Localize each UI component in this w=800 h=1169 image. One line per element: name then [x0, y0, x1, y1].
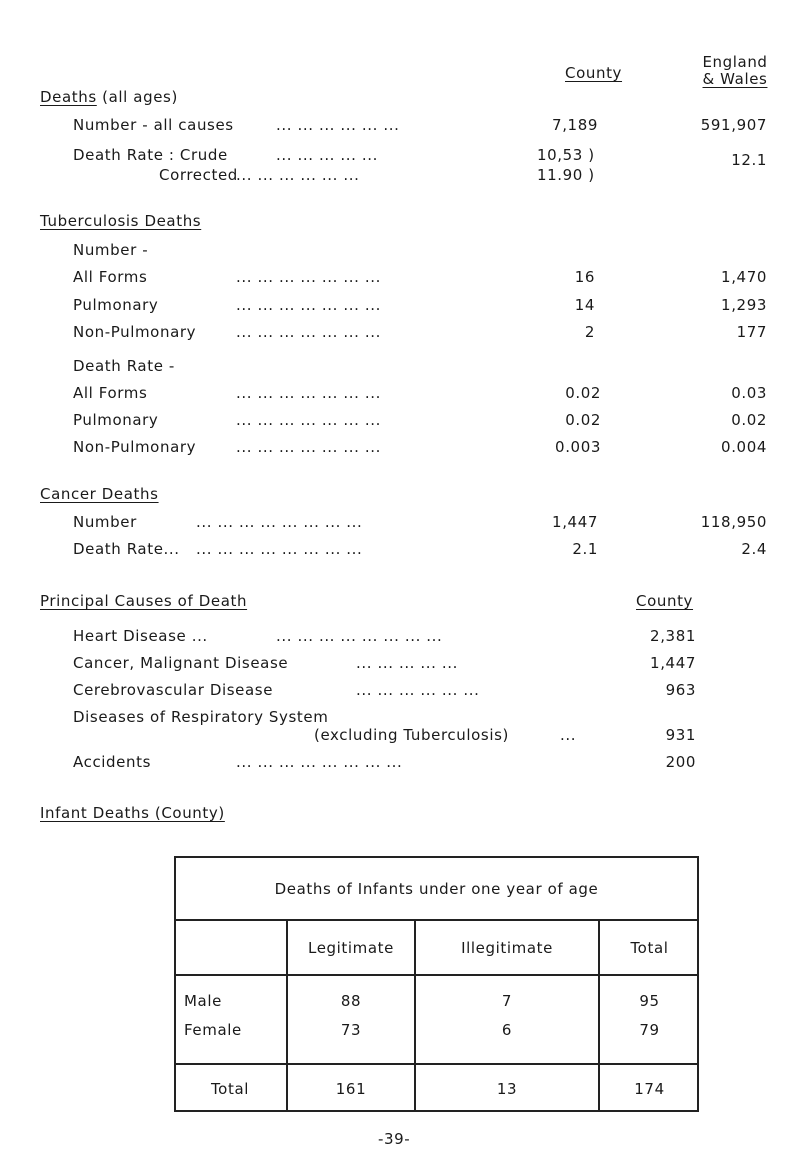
cancer-title: Cancer Deaths: [40, 485, 159, 503]
principal-value: 2,381: [650, 627, 696, 645]
cancer-row-label: Number: [73, 513, 137, 531]
tb-rate-row-label: All Forms: [73, 384, 148, 402]
tb-rate-row-label: Non-Pulmonary: [73, 438, 197, 456]
principal-row-label: Heart Disease ...: [73, 627, 208, 645]
deaths-title: Deaths (all ages): [40, 88, 178, 106]
tb-rate-label: Death Rate -: [73, 357, 175, 375]
cancer-county-value: 1,447: [552, 513, 598, 531]
table-rule: [174, 1063, 699, 1065]
cancer-ew-value: 2.4: [741, 540, 767, 558]
page-number: -39-: [378, 1130, 411, 1148]
tb-rate-row-label: Pulmonary: [73, 411, 159, 429]
deaths-row-label: Death Rate : Crude: [73, 146, 228, 164]
table-cell: 73: [340, 1021, 362, 1039]
principal-row-label: Cancer, Malignant Disease: [73, 654, 289, 672]
tb-county-value: 14: [574, 296, 595, 314]
deaths-county-value: 7,189: [552, 116, 598, 134]
deaths-row-label: Number - all causes: [73, 116, 234, 134]
principal-value: 200: [665, 753, 696, 771]
tb-rate-county-value: 0.003: [555, 438, 601, 456]
principal-row-sublabel: (excluding Tuberculosis): [314, 726, 509, 744]
dot-leader: ... ... ... ... ... ... ...: [236, 384, 381, 402]
table-cell: 174: [634, 1080, 665, 1098]
tb-rate-county-value: 0.02: [565, 411, 601, 429]
table-rule: [174, 919, 699, 921]
principal-value: 1,447: [650, 654, 696, 672]
principal-county-header: County: [636, 592, 694, 610]
dot-leader: ... ... ... ... ... ... ...: [236, 438, 381, 456]
tb-ew-value: 1,293: [721, 296, 767, 314]
principal-row-label: Cerebrovascular Disease: [73, 681, 274, 699]
dot-leader: ... ... ... ... ... ... ...: [236, 296, 381, 314]
dot-leader: ... ... ... ... ... ... ... ...: [196, 540, 363, 558]
column-header-illegitimate: Illegitimate: [461, 939, 553, 957]
tb-rate-ew-value: 0.03: [731, 384, 767, 402]
dot-leader: ... ... ... ... ... ... ...: [236, 411, 381, 429]
column-header-total: Total: [630, 939, 669, 957]
principal-row-label: Accidents: [73, 753, 152, 771]
table-cell: 7: [501, 992, 513, 1010]
tb-rate-ew-value: 0.02: [731, 411, 767, 429]
deaths-county-value: 11.90 ): [537, 166, 595, 184]
dot-leader: ... ... ... ... ...: [356, 654, 458, 672]
principal-title: Principal Causes of Death: [40, 592, 248, 610]
principal-value: 963: [665, 681, 696, 699]
table-cell: 161: [335, 1080, 367, 1098]
infant-title: Infant Deaths (County): [40, 804, 225, 822]
infant-table-title: Deaths of Infants under one year of age: [274, 880, 599, 898]
dot-leader: ... ... ... ... ... ... ... ...: [276, 627, 443, 645]
principal-value: 931: [665, 726, 696, 744]
dot-leader: ...: [560, 726, 577, 744]
dot-leader: ... ... ... ... ... ...: [276, 116, 400, 134]
table-cell: 79: [639, 1021, 660, 1039]
dot-leader: ... ... ... ... ... ... ... ...: [236, 753, 403, 771]
row-label-female: Female: [184, 1021, 242, 1039]
column-header-legitimate: Legitimate: [308, 939, 394, 957]
tb-rate-ew-value: 0.004: [721, 438, 767, 456]
principal-row-label: Diseases of Respiratory System: [73, 708, 329, 726]
cancer-ew-value: 118,950: [700, 513, 767, 531]
tb-number-label: Number -: [73, 241, 149, 259]
deaths-row-label: Corrected: [159, 166, 238, 184]
tb-county-value: 2: [584, 323, 595, 341]
tb-row-label: Non-Pulmonary: [73, 323, 197, 341]
deaths-ew-value: 591,907: [700, 116, 767, 134]
tb-county-value: 16: [574, 268, 595, 286]
ew-header-line2: & Wales: [702, 70, 768, 88]
dot-leader: ... ... ... ... ... ... ... ...: [196, 513, 363, 531]
dot-leader: ... ... ... ... ... ...: [236, 166, 360, 184]
dot-leader: ... ... ... ... ...: [276, 146, 378, 164]
tb-ew-value: 1,470: [721, 268, 767, 286]
table-cell: 95: [639, 992, 660, 1010]
dot-leader: ... ... ... ... ... ... ...: [236, 323, 381, 341]
row-label-male: Male: [184, 992, 222, 1010]
cancer-row-label: Death Rate...: [73, 540, 180, 558]
tb-row-label: Pulmonary: [73, 296, 159, 314]
table-cell: 6: [501, 1021, 513, 1039]
deaths-rate-ew-value: 12.1: [731, 151, 767, 169]
table-cell: 88: [340, 992, 362, 1010]
table-cell: 13: [496, 1080, 518, 1098]
dot-leader: ... ... ... ... ... ... ...: [236, 268, 381, 286]
deaths-county-value: 10,53 ): [537, 146, 595, 164]
tb-rate-county-value: 0.02: [565, 384, 601, 402]
row-label-total: Total: [210, 1080, 250, 1098]
table-rule: [174, 974, 699, 976]
tb-row-label: All Forms: [73, 268, 148, 286]
ew-header-line1: England: [702, 53, 768, 71]
county-header: County: [565, 64, 623, 82]
tb-title: Tuberculosis Deaths: [40, 212, 202, 230]
cancer-county-value: 2.1: [572, 540, 598, 558]
dot-leader: ... ... ... ... ... ...: [356, 681, 480, 699]
tb-ew-value: 177: [736, 323, 767, 341]
